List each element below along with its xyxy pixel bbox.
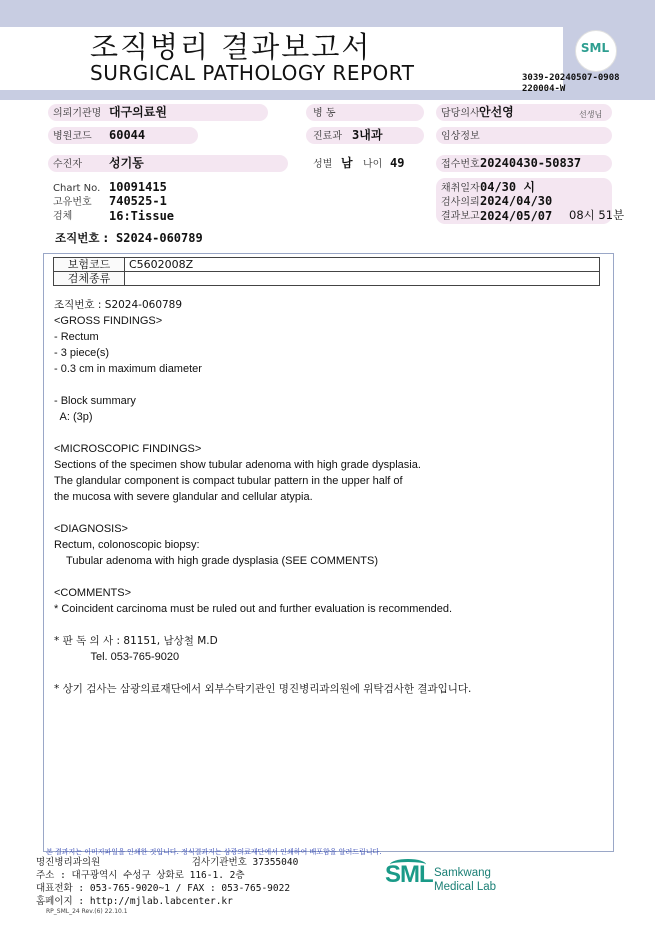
sml-brand-name: Samkwang Medical Lab: [434, 867, 497, 893]
ward-label: 병 동: [313, 108, 336, 119]
block-summary-line: A: (3p): [54, 411, 93, 423]
patient-field-bg: [48, 155, 288, 172]
footer-line: 명진병리과의원 검사기관번호 37355040: [36, 857, 299, 868]
patient-label: 수진자: [53, 159, 82, 170]
receipt-value: 20240430-50837: [480, 156, 582, 170]
gross-line: - Rectum: [54, 331, 99, 343]
report-tissue-line: 조직번호 : S2024-060789: [54, 299, 183, 311]
lab-footer-info: [36, 856, 298, 908]
comments-line: * Coincident carcinoma must be ruled out and further evaluation is recommended.: [54, 603, 453, 615]
hospital-code-label: 병원코드: [53, 131, 92, 142]
collect-label: 채취일자: [441, 183, 480, 194]
document-id-line1: 3039-20240507-0908: [522, 73, 620, 83]
request-label: 검사의뢰: [441, 197, 480, 208]
dept-value: 3내과: [352, 128, 383, 142]
clinical-label: 임상정보: [441, 131, 480, 142]
chart-value: 10091415: [109, 180, 167, 194]
report-title-korean: 조직병리 결과보고서: [90, 30, 372, 64]
specimen-value: 16:Tissue: [109, 209, 175, 223]
report-title-english: SURGICAL PATHOLOGY REPORT: [90, 61, 415, 85]
pathologist-tel: Tel. 053-765-9020: [54, 651, 180, 663]
tissue-no-value: S2024-060789: [116, 231, 203, 245]
chart-label: Chart No.: [53, 183, 101, 194]
receipt-label: 접수번호: [441, 159, 480, 170]
microscopic-line: Sections of the specimen show tubular adenoma with high grade dysplasia.: [54, 459, 421, 471]
table-row: [54, 272, 600, 286]
doctor-label: 담당의사: [441, 108, 480, 119]
sex-value: 남: [341, 156, 353, 170]
insurance-table: [53, 257, 600, 286]
pathologist-line: * 판 독 의 사 : 81151, 남상철 M.D: [54, 635, 218, 647]
footer-line: 대표전화 : 053-765-9020~1 / FAX : 053-765-9022: [36, 883, 291, 894]
footer-line: 주소 : 대구광역시 수성구 상화로 116-1. 2층: [36, 870, 245, 881]
form-code: RP_SML_24 Rev.(6) 22.10.1: [46, 908, 128, 915]
doctor-value: 안선영: [479, 105, 514, 119]
gross-line: - 3 piece(s): [54, 347, 110, 359]
sex-label: 성별: [313, 159, 333, 170]
outsourcing-note: * 상기 검사는 삼광의료재단에서 외부수탁기관인 명진병리과의원에 위탁검사한 결과입니다.: [54, 683, 472, 695]
specimen-label: 검체: [53, 211, 73, 222]
microscopic-line: The glandular component is compact tubular pattern in the upper half of: [54, 475, 403, 487]
comments-header: <COMMENTS>: [54, 587, 132, 599]
image-copy-notice: 본 결과지는 이미지파일을 인쇄한 것입니다. 정식결과지는 삼광의료재단에서 인쇄하여 배포함을 알려드립니다.: [46, 848, 382, 856]
collect-value: 04/30 시: [480, 180, 535, 194]
document-id-line2: 220004-W: [522, 84, 566, 94]
age-value: 49: [390, 156, 405, 170]
unique-no-value: 740525-1: [109, 194, 167, 208]
age-label: 나이: [363, 159, 383, 170]
report-time-value: 08시 51분: [569, 208, 625, 222]
insurance-code-label: 보험코드: [54, 258, 125, 272]
hospital-label: 의뢰기관명: [53, 108, 102, 119]
sml-logo-text: SML: [580, 41, 610, 55]
unique-no-label: 고유번호: [53, 197, 92, 208]
footer-line: 홈페이지 : http://mjlab.labcenter.kr: [36, 896, 233, 907]
insurance-code-value: C5602008Z: [125, 258, 600, 272]
hospital-value: 대구의료원: [109, 105, 167, 119]
patient-value: 성기동: [109, 156, 144, 170]
block-summary-line: - Block summary: [54, 395, 136, 407]
sml-brand-logo: SML: [385, 861, 433, 888]
specimen-type-label: 검체종류: [54, 272, 125, 286]
gross-findings-header: <GROSS FINDINGS>: [54, 315, 163, 327]
request-value: 2024/04/30: [480, 194, 553, 208]
diagnosis-line: Tubular adenoma with high grade dysplasia (SEE COMMENTS): [54, 555, 379, 567]
gross-line: - 0.3 cm in maximum diameter: [54, 363, 202, 375]
dept-label: 진료과: [313, 131, 342, 142]
report-date-label: 결과보고: [441, 211, 480, 222]
specimen-type-value: [125, 272, 600, 286]
doctor-suffix: 선생님: [579, 110, 603, 119]
microscopic-findings-header: <MICROSCOPIC FINDINGS>: [54, 443, 202, 455]
diagnosis-header: <DIAGNOSIS>: [54, 523, 128, 535]
microscopic-line: the mucosa with severe glandular and cellular atypia.: [54, 491, 313, 503]
tissue-no-label: 조직번호 :: [55, 231, 109, 245]
document-id: [522, 73, 620, 95]
report-date-value: 2024/05/07: [480, 209, 553, 223]
diagnosis-line: Rectum, colonoscopic biopsy:: [54, 539, 200, 551]
hospital-code-value: 60044: [109, 128, 146, 142]
table-row: [54, 258, 600, 272]
